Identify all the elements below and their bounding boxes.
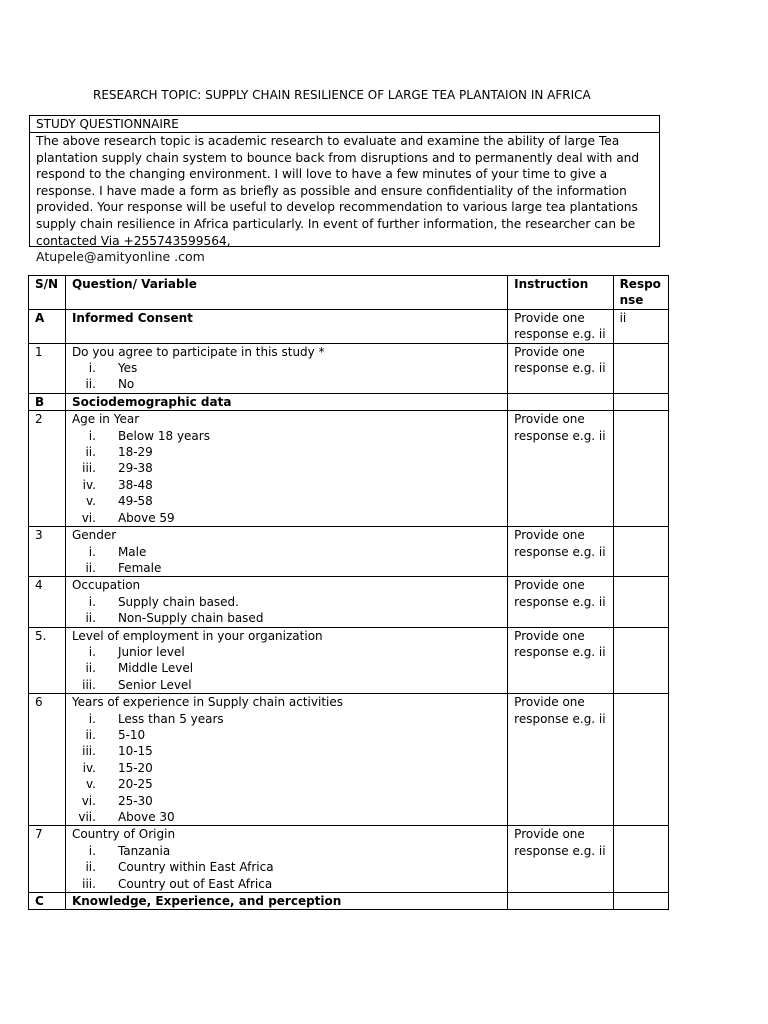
response-cell[interactable] (613, 577, 668, 627)
question-cell (65, 694, 507, 826)
researcher-email: Atupele@amityonline .com (36, 249, 205, 265)
question-cell (65, 343, 507, 393)
section-row-c (29, 893, 669, 910)
question-text: Country of Origin (71, 827, 176, 842)
option-item: ii. Middle Level (85, 661, 194, 676)
response-cell[interactable] (613, 527, 668, 577)
header-instruction: Instruction (508, 276, 613, 310)
question-row-1 (29, 343, 669, 393)
option-item: ii. Country within East Africa (85, 860, 274, 875)
response-cell[interactable] (613, 411, 668, 527)
instruction-cell: Provide one response e.g. ii (508, 343, 613, 393)
question-sn: 2 (29, 411, 66, 527)
option-item: iii. Country out of East Africa (82, 876, 273, 891)
section-title: Informed Consent (65, 309, 507, 343)
section-title: Sociodemographic data (65, 393, 507, 410)
question-sn: 6 (29, 694, 66, 826)
option-item: iii. Senior Level (82, 677, 192, 692)
response-cell[interactable] (613, 627, 668, 694)
question-cell (65, 411, 507, 527)
response-cell[interactable] (613, 826, 668, 893)
question-row-4 (29, 577, 669, 627)
option-item: ii. Non-Supply chain based (85, 611, 264, 626)
question-text: Do you agree to participate in this study * (71, 344, 325, 359)
option-item: iii. 10-15 (82, 744, 153, 759)
question-cell (65, 627, 507, 694)
option-item: i. Yes (88, 361, 138, 376)
question-sn: 3 (29, 527, 66, 577)
page-title: RESEARCH TOPIC: SUPPLY CHAIN RESILIENCE OF LARGE TEA PLANTAION IN AFRICA (93, 88, 591, 102)
section-sn: A (29, 309, 66, 343)
question-text: Years of experience in Supply chain activities (71, 695, 343, 710)
option-item: i. Tanzania (88, 843, 171, 858)
question-text: Level of employment in your organization (71, 628, 323, 643)
option-item: ii. Female (85, 560, 162, 575)
response-cell[interactable] (613, 393, 668, 410)
option-item: ii. No (85, 377, 135, 392)
question-row-2 (29, 411, 669, 527)
instruction-cell: Provide one response e.g. ii (508, 411, 613, 527)
response-cell[interactable] (613, 893, 668, 910)
option-item: i. Below 18 years (88, 428, 210, 443)
question-text: Occupation (71, 578, 141, 593)
instruction-cell: Provide one response e.g. ii (508, 527, 613, 577)
option-item: vi. 25-30 (81, 793, 153, 808)
instruction-cell (508, 393, 613, 410)
instruction-cell: Provide one response e.g. ii (508, 694, 613, 826)
question-sn: 4 (29, 577, 66, 627)
question-row-7 (29, 826, 669, 893)
question-row-6 (29, 694, 669, 826)
instruction-cell: Provide one response e.g. ii (508, 627, 613, 694)
questionnaire-heading: STUDY QUESTIONNAIRE (30, 116, 659, 133)
response-cell[interactable] (613, 343, 668, 393)
section-sn: B (29, 393, 66, 410)
option-item: iv. 38-48 (82, 477, 153, 492)
question-sn: 7 (29, 826, 66, 893)
section-sn: C (29, 893, 66, 910)
response-cell[interactable] (613, 694, 668, 826)
instruction-cell (508, 893, 613, 910)
question-text: Gender (71, 528, 117, 543)
questionnaire-table (28, 275, 669, 910)
section-row-a (29, 309, 669, 343)
header-response: Response (613, 276, 668, 310)
question-cell (65, 527, 507, 577)
question-cell (65, 577, 507, 627)
section-title: Knowledge, Experience, and perception (65, 893, 507, 910)
option-item: ii. 18-29 (85, 445, 153, 460)
question-cell (65, 826, 507, 893)
instruction-cell: Provide one response e.g. ii (508, 309, 613, 343)
instruction-cell: Provide one response e.g. ii (508, 826, 613, 893)
option-item: i. Less than 5 years (88, 711, 224, 726)
option-item: i. Supply chain based. (88, 594, 239, 609)
header-question: Question/ Variable (65, 276, 507, 310)
question-sn: 5. (29, 627, 66, 694)
question-sn: 1 (29, 343, 66, 393)
response-cell[interactable]: ii (613, 309, 668, 343)
table-header-row (29, 276, 669, 310)
study-questionnaire-box (29, 115, 660, 265)
option-item: ii. 5-10 (85, 727, 146, 742)
question-row-5 (29, 627, 669, 694)
questionnaire-intro-text: The above research topic is academic research to evaluate and examine the ability of large Tea plantation supply chain system to bounce back from disruptions and to permanently deal with and respond to the changing environment. I will love to have a few minutes of your time to give a response. I have made a form as briefly as possible and ensure confidentiality of the information provided. Your response will be useful to develop recommendation to various large tea plantations supply chain resilience in Africa particularly. In event of further information, the researcher can be contacted Via +255743599564, (36, 134, 640, 248)
option-item: vi. Above 59 (81, 510, 175, 525)
option-item: iv. 15-20 (82, 760, 153, 775)
option-item: vii. Above 30 (78, 810, 175, 824)
section-row-b (29, 393, 669, 410)
question-row-3 (29, 527, 669, 577)
option-item: v. 20-25 (85, 777, 153, 792)
question-text: Age in Year (71, 412, 140, 427)
instruction-cell: Provide one response e.g. ii (508, 577, 613, 627)
option-item: iii. 29-38 (82, 461, 153, 476)
option-item: v. 49-58 (85, 494, 153, 509)
header-sn: S/N (29, 276, 66, 310)
option-item: i. Male (88, 544, 147, 559)
option-item: i. Junior level (88, 644, 185, 659)
